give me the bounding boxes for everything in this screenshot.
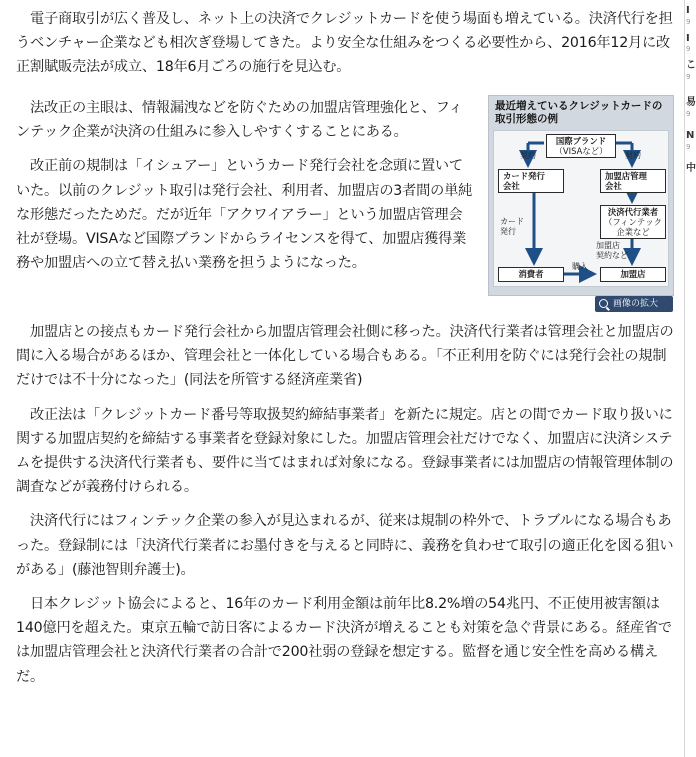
sidebar-edge-char: N [686, 130, 695, 141]
sidebar-edge-char: 易 [686, 97, 696, 108]
box-payment-service-provider: 決済代行業者 （フィンテック 企業など [600, 205, 666, 239]
box-consumer: 消費者 [498, 267, 564, 282]
label-merchant-contract: 加盟店 契約など [596, 241, 628, 260]
sidebar-edge-char: I [686, 5, 690, 16]
paragraph-5: 改正法は「クレジットカード番号等取扱契約締結事業者」を新たに規定。店との間でカード取り扱いに関する加盟店契約を締結する事業者を登録対象にした。加盟店管理会社だけでなく、加盟店に決済システムを提供する決済代行業者も、要件に当てはまれば対象になる。登録事業者には加盟店の情報管理体制の調査などが義務付けられる。 [16, 406, 674, 496]
sidebar-edge-char: 9 [686, 143, 691, 151]
article-figure[interactable] [488, 95, 674, 296]
paragraph-4: 加盟店との接点もカード発行会社から加盟店管理会社側に移った。決済代行業者は管理会社と加盟店の間に入る場合があるほか、管理会社と一体化している場合もある。「不正利用を防ぐには発行会社の規制だけでは不十分になった」(同法を所管する経済産業省) [16, 324, 674, 389]
label-contract-right: 契約 [625, 151, 641, 160]
text-column-full [16, 320, 676, 699]
paragraph-2: 法改正の主眼は、情報漏洩などを防ぐための加盟店管理強化と、フィンテック企業が決済の仕組みに参入しやすくすることにある。 [16, 100, 463, 141]
text-column-left [16, 96, 474, 285]
label-contract-left: 契約 [520, 151, 536, 160]
label-purchase: 購入 [572, 262, 588, 271]
paragraph-7: 日本クレジット協会によると、16年のカード利用金額は前年比8.2%増の54兆円、不正使用被害額は140億円を超えた。東京五輪で訪日客によるカード決済が増えることも対策を急ぐ背景にある。経産省では加盟店管理会社と決済代行業者の合計で200社弱の登録を想定する。監督を通じ安全性を高める構えだ。 [16, 596, 672, 685]
paragraph-1: 電子商取引が広く普及し、ネット上の決済でクレジットカードを使う場面も増えている。決済代行を担うベンチャー企業なども相次ぎ登場してきた。より安全な仕組みをつくる必要性から、2016年12月に改正割賦販売法が成立、18年6月ごろの施行を見込む。 [16, 11, 673, 76]
box-card-issuer: カード発行 会社 [498, 169, 564, 193]
sidebar-edge-char: 9 [686, 45, 691, 53]
figure-title: 最近増えているクレジットカードの 取引形態の例 [495, 100, 663, 125]
sidebar-edge-char: I [686, 33, 690, 44]
label-card-issue: カード 発行 [500, 217, 524, 236]
box-acquirer: 加盟店管理 会社 [600, 169, 666, 193]
magnifier-icon [599, 299, 608, 308]
sidebar-edge-char: 中 [686, 163, 696, 174]
flow-diagram [493, 130, 669, 287]
sidebar-edge-char: こ [686, 60, 696, 71]
paragraph-3: 改正前の規制は「イシュアー」というカード発行会社を念頭に置いていた。以前のクレジット取引は発行会社、利用者、加盟店の3者間の単純な形態だったためだ。だが近年「アクワイアラー」という加盟店管理会社が登場。VISAなど国際ブランドからライセンスを得て、加盟店獲得業務や加盟店への立て替え払い業務を担うようになった。 [16, 158, 473, 272]
sidebar-edge-char: 9 [686, 73, 691, 81]
sidebar-edge-char: 9 [686, 110, 691, 118]
box-merchant: 加盟店 [600, 267, 666, 282]
sidebar-edge-char: 9 [686, 18, 691, 26]
paragraph-6: 決済代行にはフィンテック企業の参入が見込まれるが、従来は規制の枠外で、トラブルになる場合もあった。登録制には「決済代行業者にお墨付きを与えると同時に、義務を負わせて取引の適正化を図る狙いがある」(藤池智則弁護士)。 [16, 513, 674, 578]
sidebar-edge [684, 0, 696, 757]
image-zoom-button[interactable] [595, 296, 673, 312]
image-zoom-label: 画像の拡大 [613, 299, 659, 309]
box-international-brand: 国際ブランド （VISAなど） [546, 134, 616, 158]
